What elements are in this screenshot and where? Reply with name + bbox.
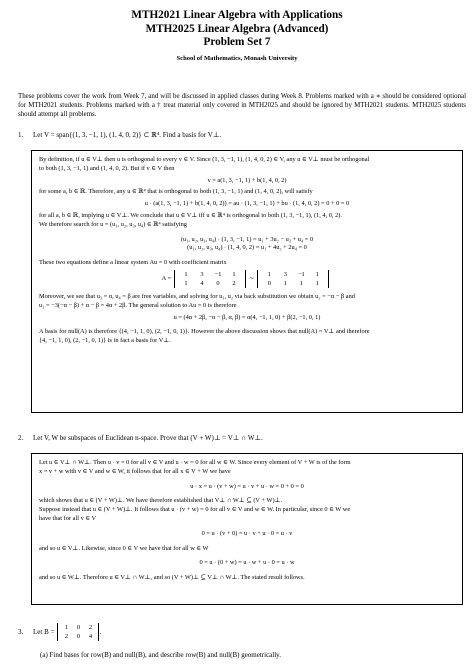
q1-sol-line: These two equations define a linear system Au = 0 with coefficient matrix [39, 259, 227, 267]
q3-statement: Let B = 1 0 2 2 0 4 . [33, 624, 102, 640]
matrix-entry: 0 [267, 279, 271, 287]
matrix-entry: 2 [232, 279, 236, 287]
matrix-entry: 2 [64, 633, 69, 640]
matrix-entry: 0 [76, 633, 81, 640]
matrix-entry: 0 [216, 279, 220, 287]
q2-sol-equation: 0 = u · (v + 0) = u · v + u · 0 = u · v [201, 529, 293, 537]
matrix-a [174, 270, 246, 288]
q3-part-a: (a) Find bases for row(B) and null(B), and describe row(B) and null(B) geometrically. [40, 651, 281, 659]
q3-number: 3. [18, 628, 24, 636]
document-header [0, 9, 474, 62]
q2-sol-equation: u · x = u · (v + w) = u · v + u · w = 0 + 0 = 0 [190, 482, 304, 490]
matrix-b [57, 623, 99, 641]
matrix-entry: 1 [267, 270, 271, 278]
q1-sol-line: for all a, b ∈ ℝ, implying u ∈ V⊥. We conclude that u ∈ V⊥ iff u ∈ ℝ⁴ is orthogonal to both (1, 3, −1, 1), (1, 4, 0, 2). [39, 211, 342, 219]
q2-sol-line: and so u ∈ W⊥. Therefore u ∈ V⊥ ∩ W⊥, and so (V + W)⊥ ⊆ V⊥ ∩ W⊥. The stated result follows. [39, 574, 305, 582]
q2-solution-box [31, 453, 463, 605]
q1-sol-line: By definition, if u ∈ V⊥ then u is orthogonal to every v ∈ V. Since (1, 3, −1, 1), (1, 4, 0, 2) ∈ V, any u ∈ V⊥ must be orthogonal [39, 156, 370, 163]
matrix-entry: 3 [200, 270, 204, 278]
problem-set-title: Problem Set 7 [203, 36, 271, 49]
q1-sol-line: A basis for null(A) is therefore {(4, −1, 1, 0), (2, −1, 0, 1)}. However the above discussion shows that null(A) = V⊥ and therefore [39, 328, 370, 336]
q1-sol-line: to both (1, 3, −1, 1) and (1, 4, 0, 2). But if v ∈ V then [39, 164, 175, 172]
matrix-entry: −1 [214, 270, 222, 278]
matrix-a-label: A = [161, 274, 172, 282]
matrix-entry: 3 [283, 270, 287, 278]
matrix-entry: 2 [88, 624, 93, 631]
course-title-2025: MTH2025 Linear Algebra (Advanced) [145, 22, 329, 35]
school-name: School of Mathematics, Monash University [176, 54, 298, 62]
q2-number: 2. [18, 434, 24, 442]
matrix-entry: 1 [64, 624, 69, 631]
row-equivalence-symbol: ∼ [249, 274, 255, 282]
q2-statement: Let V, W be subspaces of Euclidean n-space. Prove that (V + W)⊥ = V⊥ ∩ W⊥. [33, 434, 263, 442]
matrix-reduced [257, 270, 329, 288]
course-title-2021: MTH2021 Linear Algebra with Applications [131, 9, 343, 21]
q2-sol-line: Suppose instead that u ∈ (V + W)⊥. It follows that u · (v + w) = 0 for all v ∈ V and w ∈ W. In particular, since 0 ∈ W we [39, 506, 351, 514]
q1-sol-line: for some a, b ∈ ℝ. Therefore, any u ∈ ℝ⁴ that is orthogonal to both (1, 3, −1, 1) and (1, 4, 0, 2), will satisfy [39, 188, 313, 196]
q1-solution-box [31, 150, 463, 413]
matrix-entry: 1 [315, 270, 319, 278]
q1-number: 1. [18, 131, 24, 139]
intro-paragraph: These problems cover the work from Week 7, and will be discussed in applied classes during Week 8. Problems marked with a ∗ should be considered optional for MTH2021 students. Problems marked with a † treat material only covered in MTH2025 and should be ignored by MTH2021 students. MTH2025 students should attempt all problems. [18, 93, 466, 119]
q1-sol-equation: u · (a(1, 3, −1, 1) + b(1, 4, 0, 2)) = au · (1, 3, −1, 1) + bu · (1, 4, 0, 2) = 0 + 0 = 0 [144, 200, 350, 208]
q2-sol-equation: 0 = u · (0 + w) = u · w + u · 0 = u · w [199, 559, 295, 567]
matrix-entry: 1 [184, 279, 188, 287]
q2-sol-line: have that for all v ∈ V [39, 514, 97, 522]
q1-sol-system-eq1: (u₁, u₂, u₃, u₄) · (1, 3, −1, 1) = u₁ + 3u₂ − u₃ + u₄ = 0 [180, 235, 314, 243]
q2-sol-line: Let u ∈ V⊥ ∩ W⊥. Then u · v = 0 for all v ∈ V and u · w = 0 for all w ∈ W. Since every element of V + W is of the form [39, 459, 351, 466]
q3-statement-prefix: Let B = [33, 627, 55, 636]
matrix-entry: 4 [88, 633, 93, 640]
q1-sol-line: We therefore search for u = (u₁, u₂, u₃, u₄) ∈ ℝ⁴ satisfying [39, 220, 187, 228]
q1-sol-equation: v = a(1, 3, −1, 1) + b(1, 4, 0, 2) [207, 176, 287, 184]
matrix-entry: 1 [184, 270, 188, 278]
q1-sol-line: u₁ = −3(−α − β) + α − β = 4α + 2β. The general solution to Au = 0 is therefore [39, 301, 237, 309]
matrix-entry: 1 [232, 270, 236, 278]
q1-sol-general-solution: u = (4α + 2β, −α − β, α, β) = α(4, −1, 1, 0) + β(2, −1, 0, 1) [173, 313, 321, 321]
matrix-entry: 1 [299, 279, 303, 287]
q1-sol-line: {4, −1, 1, 0), (2, −1, 0, 1)} is in fact a basis for V⊥. [39, 337, 171, 345]
q2-sol-line: and so u ∈ V⊥. Likewise, since 0 ∈ V we have that for all w ∈ W [39, 544, 209, 552]
matrix-entry: 0 [76, 624, 81, 631]
matrix-entry: −1 [297, 270, 305, 278]
matrix-entry: 4 [200, 279, 204, 287]
q1-sol-system-eq2: (u₁, u₂, u₃, u₄) · (1, 4, 0, 2) = u₁ + 4u₂ + 2u₄ = 0 [187, 244, 307, 252]
q1-sol-line: Moreover, we see that u₃ = α, u₄ = β are free variables, and solving for u₁, u₂ via back substitution we obtain u₂ = −α − β and [39, 292, 355, 300]
q1-matrix-reduction [39, 268, 455, 290]
matrix-entry: 1 [283, 279, 287, 287]
q2-sol-line: which shows that u ∈ (V + W)⊥. We have therefore established that V⊥ ∩ W⊥ ⊆ (V + W)⊥. [39, 497, 283, 505]
q1-statement: Let V = span{(1, 3, −1, 1), (1, 4, 0, 2)} ⊂ ℝ⁴. Find a basis for V⊥. [33, 131, 222, 139]
q2-sol-line: x = v + w with v ∈ V and w ∈ W, it follows that for all x ∈ V + W we have [39, 467, 231, 475]
matrix-entry: 1 [315, 279, 319, 287]
